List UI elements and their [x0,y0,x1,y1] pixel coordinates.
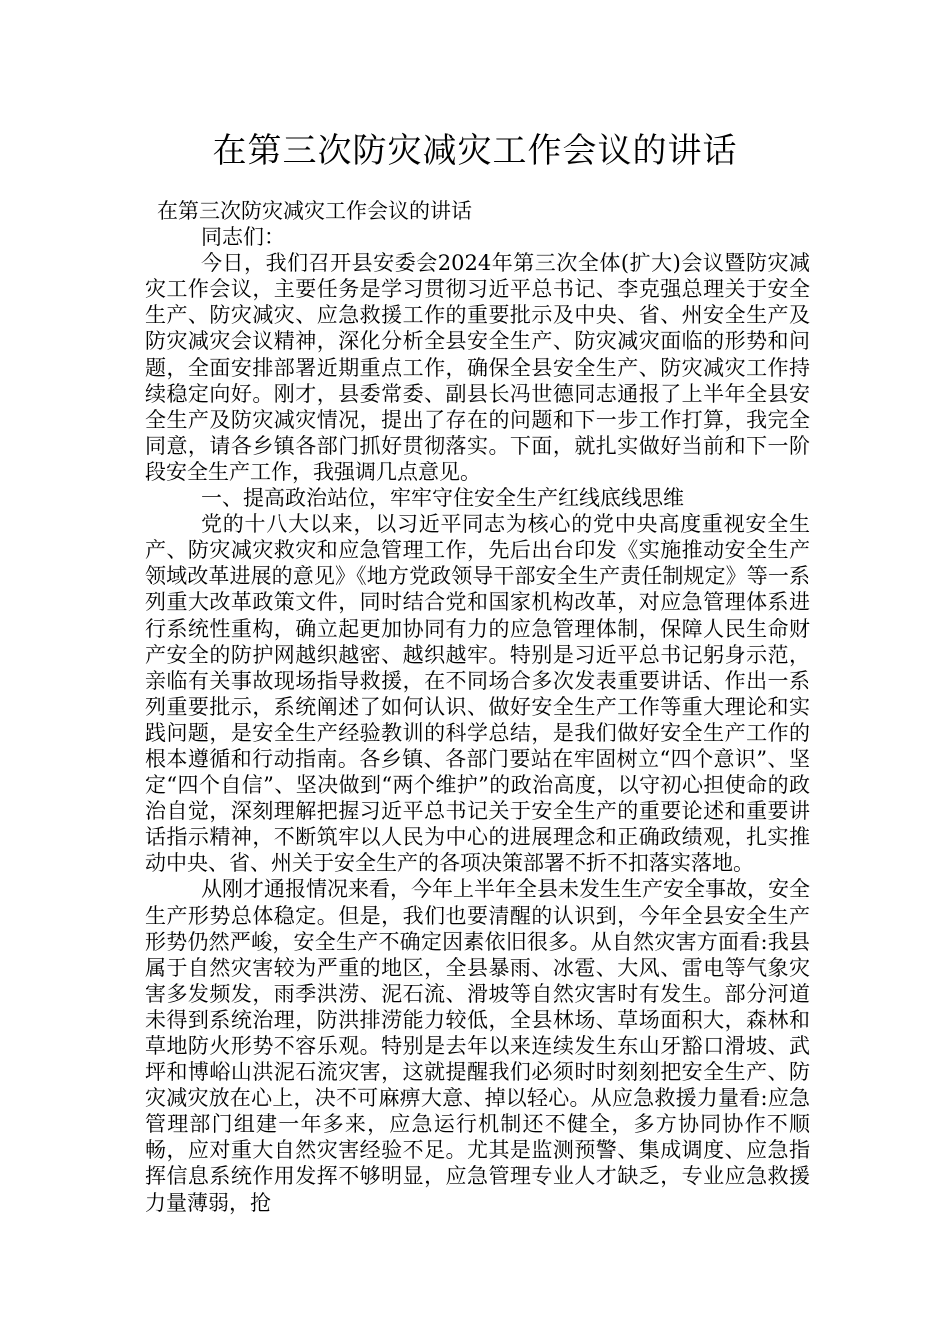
paragraph-opening: 今日，我们召开县安委会2024年第三次全体(扩大)会议暨防灾减灾工作会议，主要任务是学习贯彻习近平总书记、李克强总理关于安全生产、防灾减灾、应急救援工作的重要批示及中央、省、州安全生产及防灾减灾会议精神，深化分析全县安全生产、防灾减灾面临的形势和问题，全面安排部署近期重点工作，确保全县安全生产、防灾减灾工作持续稳定向好。刚才，县委常委、副县长冯世德同志通报了上半年全县安全生产及防灾减灾情况，提出了存在的问题和下一步工作打算，我完全同意，请各乡镇各部门抓好贯彻落实。下面，就扎实做好当前和下一阶段安全生产工作，我强调几点意见。 [145,251,810,484]
paragraph-party-policy: 党的十八大以来，以习近平同志为核心的党中央高度重视安全生产、防灾减灾救灾和应急管理工作，先后出台印发《实施推动安全生产领域改革进展的意见》《地方党政领导干部安全生产责任制规定》等一系列重大改革政策文件，同时结合党和国家机构改革，对应急管理体系进行系统性重构，确立起更加协同有力的应急管理体制，保障人民生命财产安全的防护网越织越密、越织越牢。特别是习近平总书记躬身示范，亲临有关事故现场指导救援，在不同场合多次发表重要讲话、作出一系列重要批示，系统阐述了如何认识、做好安全生产工作等重大理论和实践问题，是安全生产经验教训的科学总结，是我们做好安全生产工作的根本遵循和行动指南。各乡镇、各部门要站在牢固树立“四个意识”、坚定“四个自信”、坚决做到“两个维护”的政治高度，以守初心担使命的政治自觉，深刻理解把握习近平总书记关于安全生产的重要论述和重要讲话指示精神，不断筑牢以人民为中心的进展理念和正确政绩观，扎实推动中央、省、州关于安全生产的各项决策部署不折不扣落实落地。 [145,512,810,876]
paragraph-situation: 从刚才通报情况来看，今年上半年全县未发生生产安全事故，安全生产形势总体稳定。但是，我们也要清醒的认识到，今年全县安全生产形势仍然严峻，安全生产不确定因素依旧很多。从自然灾害方面看:我县属于自然灾害较为严重的地区，全县暴雨、冰雹、大风、雷电等气象灾害多发频发，雨季洪涝、泥石流、滑坡等自然灾害时有发生。部分河道未得到系统治理，防洪排涝能力较低，全县林场、草场面积大，森林和草地防火形势不容乐观。特别是去年以来连续发生东山牙豁口滑坡、武坪和博峪山洪泥石流灾害，这就提醒我们必须时时刻刻把安全生产、防灾减灾放在心上，决不可麻痹大意、掉以轻心。从应急救援力量看:应急管理部门组建一年多来，应急运行机制还不健全，多方协同协作不顺畅，应对重大自然灾害经验不足。尤其是监测预警、集成调度、应急指挥信息系统作用发挥不够明显，应急管理专业人才缺乏，专业应急救援力量薄弱，抢 [145,877,810,1215]
salutation: 同志们： [201,225,285,250]
document-subtitle: 在第三次防灾减灾工作会议的讲话 [157,199,472,223]
document-body [145,198,810,1216]
section-heading-1: 一、提高政治站位，牢牢守住安全生产红线底线思维 [201,486,684,511]
document-title: 在第三次防灾减灾工作会议的讲话 [212,131,738,171]
